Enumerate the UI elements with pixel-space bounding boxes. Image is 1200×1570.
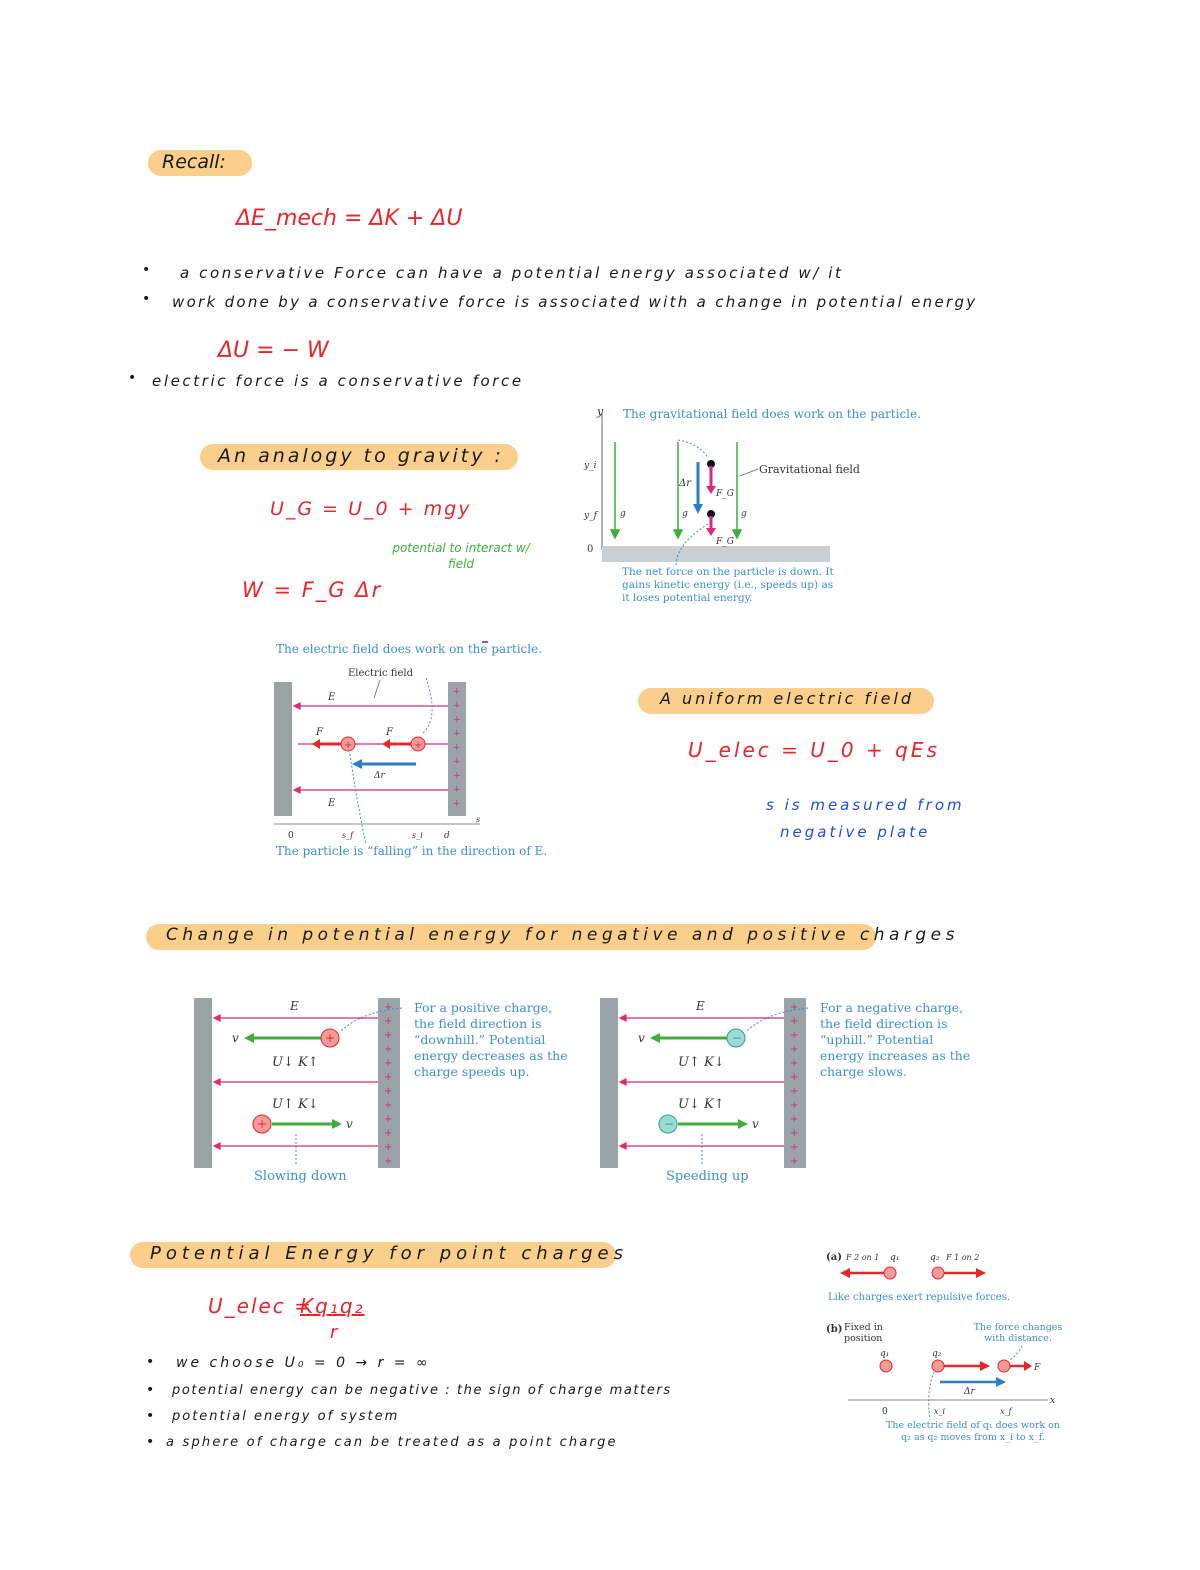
point-equation-den: r (330, 1322, 338, 1343)
change-heading: Change in potential energy for negative and positive charges (166, 925, 959, 945)
svg-text:+: + (384, 1128, 393, 1139)
fig-b-fixed: Fixed in position (844, 1322, 883, 1344)
left-e-label: E (290, 999, 299, 1013)
svg-text:+: + (790, 1058, 799, 1069)
bullet-dot: • (146, 1382, 155, 1398)
point-bullet-2: potential energy can be negative : the sign of charge matters (172, 1383, 672, 1398)
right-e-label: E (696, 999, 705, 1013)
e-label: E (328, 692, 336, 703)
svg-text:+: + (790, 1114, 799, 1125)
svg-text:+: + (453, 743, 461, 753)
svg-text:+: + (790, 1030, 799, 1041)
fig-a-q1: q₁ (890, 1253, 900, 1263)
recall-bullet-1: a conservative Force can have a potential energy associated w/ it (180, 264, 844, 282)
fg-label-top: F_G (716, 489, 734, 499)
svg-text:+: + (790, 1086, 799, 1097)
axis-tick-s: s (476, 815, 481, 824)
fig-b-x: x (1050, 1396, 1056, 1406)
left-top-state: U↓ K↑ (272, 1055, 319, 1070)
axis-tick-si: s_i (412, 831, 423, 840)
energy-equation: ΔE_mech = ΔK + ΔU (236, 206, 463, 231)
fig-b-dr: Δr (964, 1387, 975, 1397)
electric-field-label-text: Electric field (348, 668, 413, 679)
fig-b-charge-1 (880, 1360, 892, 1372)
gravity-zero-label: 0 (587, 544, 594, 555)
fig-b-zero: 0 (882, 1407, 888, 1417)
left-bottom-state: U↑ K↓ (272, 1097, 319, 1112)
negative-plate (274, 682, 292, 816)
gravity-note (386, 540, 536, 572)
g-label: g (741, 509, 747, 519)
svg-text:+: + (453, 715, 461, 725)
right-bottom-label (666, 1169, 749, 1184)
fig-a-caption (828, 1292, 1010, 1303)
svg-text:+: + (453, 757, 461, 767)
svg-text:+: + (344, 740, 353, 751)
svg-text:+: + (453, 701, 461, 711)
fig-b-caption: The electric field of q₁ does work on q₂ as q₂ moves from x_i to x_f. (885, 1420, 1061, 1443)
fig-a-label: (a) (826, 1252, 842, 1263)
svg-text:+: + (790, 1156, 799, 1167)
uniform-note-2: negative plate (780, 823, 931, 841)
fig-b-changes: The force changes with distance. (973, 1322, 1063, 1344)
gravity-y-label: y (597, 405, 604, 418)
gravity-caption-top (623, 407, 921, 421)
bullet-dot: • (146, 1434, 155, 1450)
g-label: g (620, 509, 626, 519)
left-bottom-label-text: Slowing down (254, 1169, 347, 1184)
svg-text:+: + (384, 1058, 393, 1069)
svg-text:+: + (790, 1142, 799, 1153)
fig-a-charge-1 (884, 1267, 896, 1279)
svg-text:+: + (414, 740, 423, 751)
svg-text:+: + (325, 1031, 336, 1045)
axis-tick-0: 0 (288, 831, 294, 841)
gravity-caption-bottom: The net force on the particle is down. It gains kinetic energy (i.e., speeds up) as it loses potential energy. (622, 566, 834, 604)
point-charges-figure (822, 1242, 1064, 1450)
svg-text:+: + (453, 729, 461, 739)
electric-field-label (348, 668, 414, 679)
uniform-note-1: s is measured from (766, 796, 965, 814)
gravity-note-text: potential to interact w/ field (392, 541, 530, 571)
svg-text:−: − (732, 1031, 743, 1045)
gravity-field-label (759, 463, 860, 476)
gravity-heading: An analogy to gravity : (218, 445, 504, 467)
fig-b-q1: q₁ (880, 1349, 890, 1359)
axis-tick-sf: s_f (342, 831, 354, 840)
right-v-top: v (638, 1031, 645, 1045)
electric-caption-bottom-text: The particle is “falling” in the direction of E. (276, 844, 548, 858)
gravity-eq1: U_G = U_0 + mgy (270, 498, 472, 520)
right-bottom-label-text: Speeding up (666, 1169, 749, 1184)
gravity-yi-label: y_i (584, 461, 597, 471)
right-v-bottom: v (752, 1117, 759, 1131)
right-bottom-state: U↓ K↑ (678, 1097, 725, 1112)
f-label: F (386, 727, 393, 738)
gravity-field-label-text: Gravitational field (759, 463, 860, 476)
fig-a-q2: q₂ (930, 1253, 940, 1263)
fig-b-F: F (1034, 1363, 1041, 1373)
svg-text:+: + (384, 1156, 393, 1167)
fig-a-charge-2 (932, 1267, 944, 1279)
uniform-heading: A uniform electric field (660, 689, 915, 708)
uniform-equation: U_elec = U_0 + qEs (688, 738, 940, 762)
axis-tick-d: d (444, 831, 450, 841)
fig-b-xf: x_f (1000, 1407, 1012, 1416)
bullet-dot: • (142, 291, 151, 307)
gravity-caption-top-text: The gravitational field does work on the particle. (623, 407, 921, 421)
right-top-state: U↑ K↓ (678, 1055, 725, 1070)
f-label: F (316, 727, 323, 738)
electric-caption-bottom (276, 844, 547, 858)
point-equation-lhs: U_elec = (208, 1294, 313, 1318)
left-caption: For a positive charge, the field direction is “downhill.” Potential energy decreases as the charge speeds up. (414, 1000, 568, 1079)
svg-text:+: + (790, 1100, 799, 1111)
delta-u-equation: ΔU = − W (218, 338, 329, 363)
recall-heading: Recall: (162, 151, 226, 173)
recall-bullet-2: work done by a conservative force is associated with a change in potential energy (172, 293, 978, 311)
plate-signs (453, 687, 461, 809)
fig-b-label: (b) (826, 1324, 843, 1335)
bullet-dot: • (142, 262, 151, 278)
fig-b-charge-2 (932, 1360, 944, 1372)
fig-a-caption-text: Like charges exert repulsive forces. (828, 1292, 1011, 1303)
svg-text:+: + (384, 1044, 393, 1055)
fig-a-f21: F 2 on 1 (846, 1253, 880, 1262)
electric-caption-top-text: The electric field does work on the particle. (276, 642, 543, 656)
svg-text:+: + (453, 785, 461, 795)
bullet-dot: • (146, 1354, 155, 1370)
dr-label: Δr (679, 478, 692, 489)
svg-text:+: + (384, 1142, 393, 1153)
fig-b-q2: q₂ (932, 1349, 942, 1359)
left-v-bottom: v (346, 1117, 353, 1131)
electric-caption-top (276, 642, 542, 656)
fig-b-xi: x_i (934, 1407, 946, 1416)
recall-bullet-3: electric force is a conservative force (152, 372, 524, 390)
right-caption: For a negative charge, the field direction is “uphill.” Potential energy increases as the charge slows. (820, 1000, 971, 1079)
svg-text:+: + (453, 687, 461, 697)
svg-text:+: + (384, 1030, 393, 1041)
svg-text:+: + (790, 1128, 799, 1139)
svg-text:+: + (790, 1044, 799, 1055)
ground-surface (602, 546, 830, 562)
gravity-yf-label: y_f (584, 511, 597, 521)
left-bottom-label (254, 1169, 347, 1184)
svg-text:+: + (384, 1002, 393, 1013)
point-equation-num: Kq₁q₂ (300, 1294, 365, 1318)
svg-text:+: + (453, 771, 461, 781)
svg-text:−: − (664, 1117, 675, 1131)
svg-text:+: + (384, 1072, 393, 1083)
point-heading: Potential Energy for point charges (150, 1243, 628, 1264)
svg-text:+: + (790, 1002, 799, 1013)
g-label: g (682, 509, 688, 519)
left-v-top: v (232, 1031, 239, 1045)
fg-label-bottom: F_G (716, 537, 734, 547)
gravity-eq2: W = F_G Δr (242, 578, 383, 602)
svg-text:+: + (384, 1114, 393, 1125)
point-bullet-1: we choose U₀ = 0 → r = ∞ (176, 1355, 431, 1371)
gravity-figure (580, 404, 921, 612)
bullet-dot: • (128, 370, 137, 386)
fig-a-f12: F 1 on 2 (946, 1253, 980, 1262)
dr-label: Δr (374, 771, 385, 781)
negative-charge-figure (596, 994, 976, 1190)
e-label: E (328, 798, 336, 809)
svg-text:+: + (453, 799, 461, 809)
svg-text:+: + (384, 1016, 393, 1027)
svg-text:+: + (384, 1100, 393, 1111)
svg-text:+: + (257, 1117, 268, 1131)
positive-charge-figure (190, 994, 570, 1190)
svg-text:+: + (384, 1086, 393, 1097)
svg-text:+: + (790, 1016, 799, 1027)
bullet-dot: • (146, 1408, 155, 1424)
point-bullet-4: a sphere of charge can be treated as a point charge (166, 1435, 618, 1450)
point-bullet-3: potential energy of system (172, 1409, 400, 1424)
fig-b-charge-2-final (998, 1360, 1010, 1372)
electric-field-figure (270, 638, 548, 860)
svg-text:+: + (790, 1072, 799, 1083)
